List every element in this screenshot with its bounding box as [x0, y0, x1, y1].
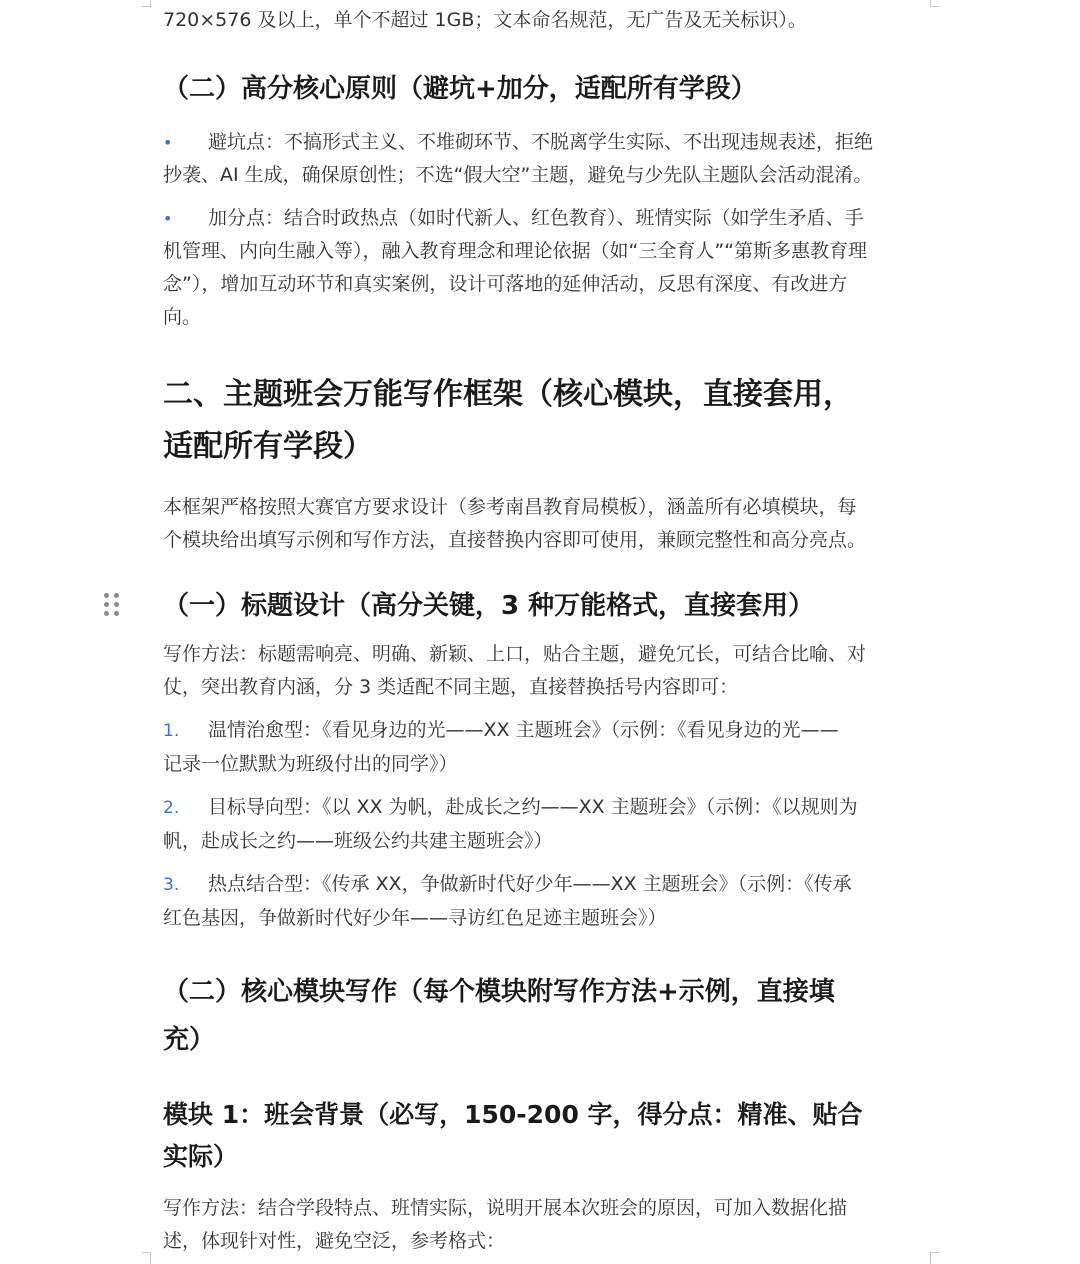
sub-2-heading	[163, 968, 923, 1064]
list-number: 1.	[163, 721, 180, 741]
module-1-heading-line: 模块 1：班会背景（必写，150-200 字，得分点：精准、贴合	[163, 1100, 863, 1129]
list-number: 2.	[163, 798, 180, 818]
list-item-text: 抄袭、AI 生成，确保原创性；不选“假大空”主题，避免与少先队主题队会活动混淆。	[163, 164, 873, 186]
list-item	[163, 791, 923, 858]
list-item	[163, 714, 923, 781]
chapter-2-heading-line: 二、主题班会万能写作框架（核心模块，直接套用，	[163, 377, 853, 412]
module-1-method	[163, 1192, 923, 1258]
sub-2-heading-line: （二）核心模块写作（每个模块附写作方法+示例，直接填	[163, 977, 835, 1007]
module-1-method-line: 写作方法：结合学段特点、班情实际，说明开展本次班会的原因，可加入数据化描	[163, 1197, 848, 1219]
list-item	[163, 202, 923, 334]
sub-1-method-line: 写作方法：标题需响亮、明确、新颖、上口，贴合主题，避免冗长，可结合比喻、对	[163, 643, 867, 665]
list-item-text: 记录一位默默为班级付出的同学》）	[163, 753, 458, 775]
list-item-text: 红色基因，争做新时代好少年——寻访红色足迹主题班会》）	[163, 907, 667, 929]
bullet-icon: •	[163, 133, 173, 152]
sub-1-heading: （一）标题设计（高分关键，3 种万能格式，直接套用）	[163, 591, 815, 621]
chapter-2-heading-line: 适配所有学段）	[163, 429, 373, 464]
numbered-list	[163, 714, 923, 935]
page-corner-mark	[930, 0, 939, 7]
document-content	[163, 4, 923, 1258]
drag-handle-icon[interactable]	[104, 591, 120, 617]
bullet-icon: •	[163, 209, 173, 228]
list-item-text: 向。	[163, 306, 202, 328]
list-item-text: 帆，赴成长之约——班级公约共建主题班会》）	[163, 830, 553, 852]
page-corner-mark	[142, 0, 151, 7]
bullet-list	[163, 126, 923, 334]
sub-1-method-line: 仗，突出教育内涵，分 3 类适配不同主题，直接替换括号内容即可：	[163, 676, 739, 698]
intro-tail-text: 720×576 及以上，单个不超过 1GB；文本命名规范，无广告及无关标识）。	[163, 9, 807, 31]
list-item-text: 念”），增加互动环节和真实案例，设计可落地的延伸活动，反思有深度、有改进方	[163, 273, 848, 295]
page-corner-mark	[142, 1252, 151, 1264]
chapter-2-intro-line: 个模块给出填写示例和写作方法，直接替换内容即可使用，兼顾完整性和高分亮点。	[163, 529, 867, 551]
list-item	[163, 126, 923, 192]
sub-2-heading-line: 充）	[163, 1025, 216, 1055]
page-corner-mark	[930, 1252, 939, 1264]
module-1-method-line: 述，体现针对性，避免空泛，参考格式：	[163, 1230, 506, 1252]
list-item-text: 避坑点：不搞形式主义、不堆砌环节、不脱离学生实际、不出现违规表述，拒绝	[208, 131, 874, 153]
section-b-heading: （二）高分核心原则（避坑+加分，适配所有学段）	[163, 74, 757, 104]
list-item-text: 热点结合型：《传承 XX，争做新时代好少年——XX 主题班会》（示例：《传承	[208, 873, 852, 895]
list-item-text: 机管理、内向生融入等），融入教育理念和理论依据（如“三全育人”“第斯多惠教育理	[163, 240, 868, 262]
chapter-2-intro	[163, 491, 923, 557]
module-1-heading	[163, 1094, 923, 1178]
chapter-2-heading	[163, 369, 923, 473]
list-item-text: 目标导向型：《以 XX 为帆，赴成长之约——XX 主题班会》（示例：《以规则为	[208, 796, 858, 818]
list-item	[163, 868, 923, 935]
module-1-heading-line: 实际）	[163, 1142, 239, 1171]
sub-1-method	[163, 638, 923, 704]
list-item-text: 温情治愈型：《看见身边的光——XX 主题班会》（示例：《看见身边的光——	[208, 719, 839, 741]
list-item-text: 加分点：结合时政热点（如时代新人、红色教育）、班情实际（如学生矛盾、手	[208, 207, 864, 229]
list-number: 3.	[163, 875, 180, 895]
chapter-2-intro-line: 本框架严格按照大赛官方要求设计（参考南昌教育局模板），涵盖所有必填模块，每	[163, 496, 857, 518]
